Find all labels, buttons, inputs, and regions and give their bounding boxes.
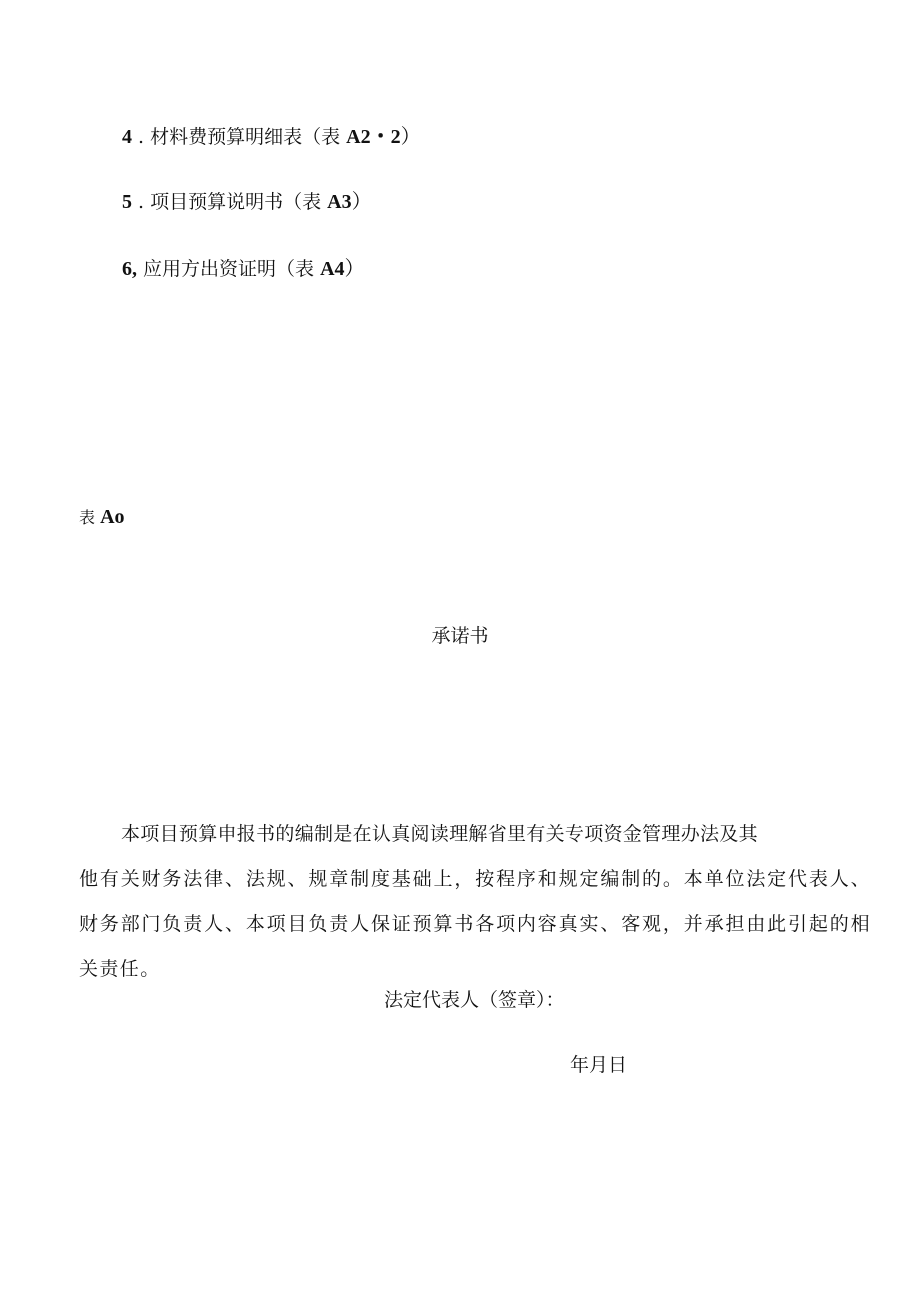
list-item-code: A2・2 [346,126,401,148]
list-item-close: ） [344,256,365,280]
table-label [79,505,125,530]
list-item-4 [122,124,421,149]
list-item-text: . 材料费预算明细表（表 [132,126,347,148]
list-item-5 [122,189,372,214]
list-item-code: A4 [320,258,345,280]
commitment-paragraph [79,812,871,992]
list-item-number: 6, [122,258,137,280]
table-label-prefix: 表 [79,508,101,527]
date-line: 年月日 [570,1054,628,1076]
signature-line: 法定代表人（签章）： [384,989,565,1011]
list-item-close: ） [400,124,421,148]
list-item-text: 应用方出资证明（表 [137,258,321,280]
list-item-close: ） [351,189,372,213]
table-label-code: Ao [100,506,125,528]
list-item-number: 4 [122,126,132,148]
document-title: 承诺书 [431,625,489,647]
paragraph-rest: 他有关财务法律、法规、规章制度基础上，按程序和规定编制的。本单位法定代表人、财务部门负责人、本项目负责人保证预算书各项内容真实、客观，并承担由此引起的相关责任。 [79,868,871,980]
list-item-number: 5 [122,191,132,213]
list-item-6 [122,256,365,281]
paragraph-first-line: 本项目预算申报书的编制是在认真阅读理解省里有关专项资金管理办法及其 [121,823,758,845]
list-item-text: . 项目预算说明书（表 [132,191,328,213]
list-item-code: A3 [327,191,352,213]
